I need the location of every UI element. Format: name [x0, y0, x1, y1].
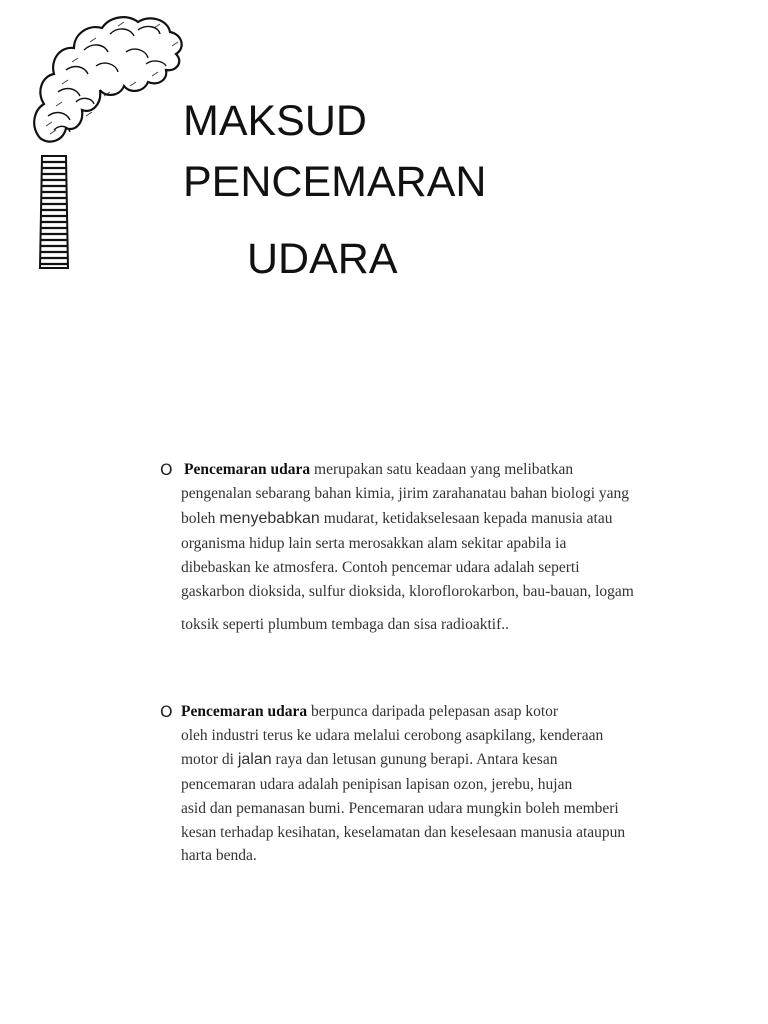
paragraph-line: pencemaran udara adalah penipisan lapisan ozon, jerebu, hujan	[181, 776, 573, 793]
paragraph-line: organisma hidup lain serta merosakkan alam sekitar apabila ia	[181, 535, 567, 552]
smokestack-smoke-icon	[26, 6, 186, 276]
paragraph-line: Pencemaran udara berpunca daripada pelepasan asap kotor	[181, 703, 559, 720]
paragraph-line: Pencemaran udara merupakan satu keadaan yang melibatkan	[184, 461, 574, 478]
bold-term: Pencemaran udara	[181, 703, 308, 720]
bold-term: Pencemaran udara	[184, 461, 311, 478]
paragraph-line: gaskarbon dioksida, sulfur dioksida, kloroflorokarbon, bau-bauan, logam	[181, 583, 634, 600]
paragraph-line: oleh industri terus ke udara melalui cerobong asapkilang, kenderaan	[181, 727, 604, 744]
page-title-line-1: MAKSUD	[183, 97, 367, 145]
paragraph-line: harta benda.	[181, 847, 257, 864]
bullet-marker: O	[160, 702, 173, 721]
paragraph-line: motor di jalan raya dan letusan gunung berapi. Antara kesan	[181, 751, 558, 768]
paragraph-line: kesan terhadap kesihatan, keselamatan dan keselesaan manusia ataupun	[181, 824, 626, 841]
paragraph-line: dibebaskan ke atmosfera. Contoh pencemar udara adalah seperti	[181, 559, 580, 576]
paragraph-line: asid dan pemanasan bumi. Pencemaran udara mungkin boleh memberi	[181, 800, 619, 817]
paragraph-line: toksik seperti plumbum tembaga dan sisa radioaktif..	[181, 616, 510, 633]
page-title-line-2: PENCEMARAN	[183, 158, 487, 206]
paragraph-line: boleh menyebabkan mudarat, ketidakselesaan kepada manusia atau	[181, 510, 613, 527]
page-title-line-3: UDARA	[247, 235, 398, 283]
paragraph-line: pengenalan sebarang bahan kimia, jirim zarahanatau bahan biologi yang	[181, 485, 630, 502]
bullet-marker: O	[160, 460, 173, 479]
